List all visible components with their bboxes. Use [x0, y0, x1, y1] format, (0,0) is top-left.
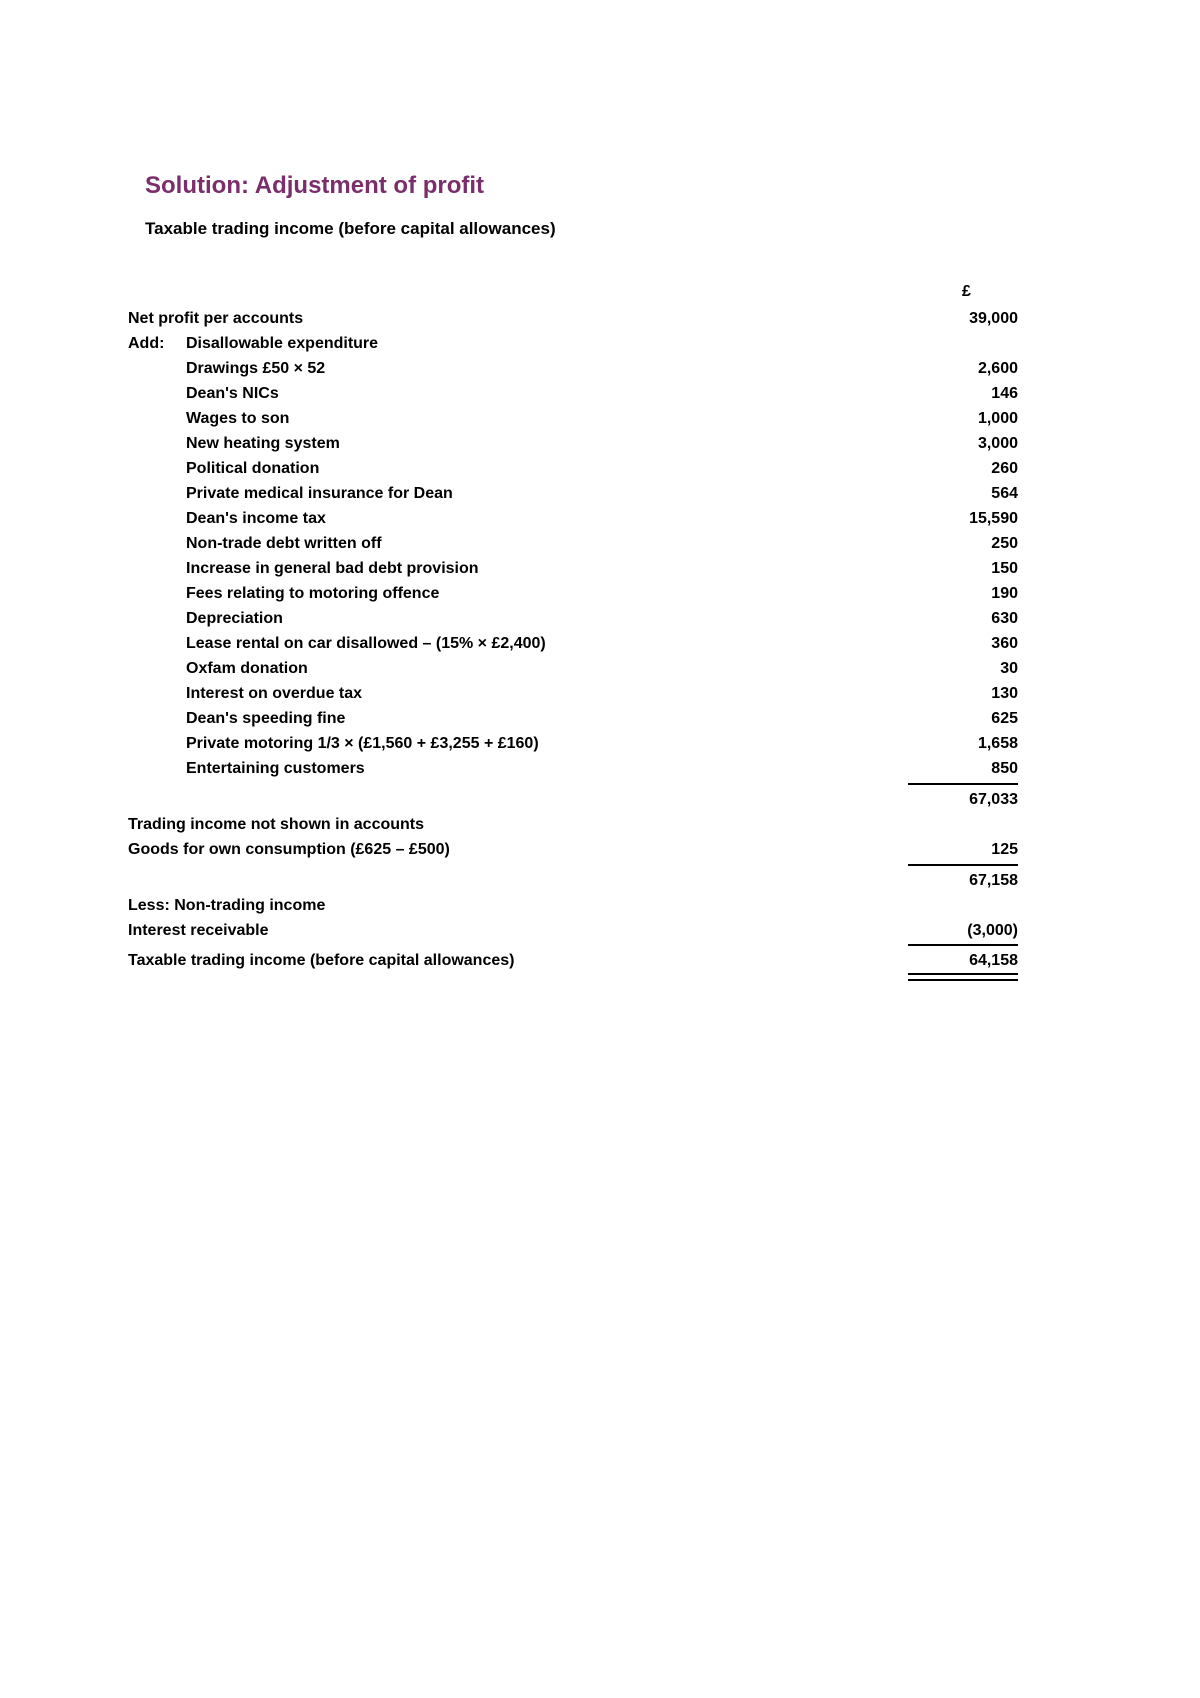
trading-income-heading: Trading income not shown in accounts — [128, 816, 425, 833]
taxable-total-label: Taxable trading income (before capital allowances) — [128, 952, 515, 969]
total-double-rule — [908, 973, 1018, 981]
disallowable-item-row — [128, 631, 1028, 656]
disallowable-items-list — [128, 356, 1028, 781]
disallowable-item-row — [128, 356, 1028, 381]
disallowable-item-label: Non-trade debt written off — [186, 535, 382, 552]
disallowable-item-value: 146 — [991, 385, 1018, 402]
disallowable-item-value: 1,658 — [977, 735, 1018, 752]
disallowable-item-label: New heating system — [186, 435, 340, 452]
disallowable-item-row — [128, 531, 1028, 556]
trading-income-heading-row — [128, 812, 1028, 837]
taxable-total-value: 64,158 — [969, 952, 1018, 969]
add-prefix: Add: — [128, 335, 165, 352]
disallowable-item-label: Dean's speeding fine — [186, 710, 346, 727]
disallowable-item-label: Wages to son — [186, 410, 290, 427]
disallowable-item-value: 130 — [991, 685, 1018, 702]
disallowable-item-label: Fees relating to motoring offence — [186, 585, 440, 602]
disallowable-item-label: Drawings £50 × 52 — [186, 360, 326, 377]
subtotal-rule-2 — [908, 864, 1018, 866]
disallowable-item-value: 260 — [991, 460, 1018, 477]
disallowable-item-value: 190 — [991, 585, 1018, 602]
total-top-rule — [908, 944, 1018, 946]
disallowable-item-row — [128, 431, 1028, 456]
disallowable-item-label: Interest on overdue tax — [186, 685, 363, 702]
disallowable-item-label: Increase in general bad debt provision — [186, 560, 479, 577]
adjustment-table — [128, 306, 1028, 981]
add-heading: Disallowable expenditure — [186, 335, 379, 352]
disallowable-item-label: Lease rental on car disallowed – (15% × £2,400) — [186, 635, 546, 652]
disallowable-item-label: Entertaining customers — [186, 760, 365, 777]
goods-own-consumption-value: 125 — [991, 841, 1018, 858]
add-heading-row — [128, 331, 1028, 356]
disallowable-item-value: 360 — [991, 635, 1018, 652]
disallowable-item-row — [128, 656, 1028, 681]
disallowable-item-row — [128, 681, 1028, 706]
net-profit-row — [128, 306, 1028, 331]
disallowable-item-row — [128, 456, 1028, 481]
disallowable-item-value: 15,590 — [969, 510, 1018, 527]
disallowable-item-value: 625 — [991, 710, 1018, 727]
disallowable-item-row — [128, 381, 1028, 406]
page-subtitle: Taxable trading income (before capital allowances) — [145, 219, 556, 238]
subtotal-2-row — [128, 868, 1028, 893]
disallowable-item-value: 630 — [991, 610, 1018, 627]
disallowable-item-value: 2,600 — [977, 360, 1018, 377]
net-profit-value: 39,000 — [969, 310, 1018, 327]
subtotal-rule-1 — [908, 783, 1018, 785]
disallowable-item-label: Oxfam donation — [186, 660, 308, 677]
interest-receivable-row — [128, 918, 1028, 943]
interest-receivable-label: Interest receivable — [128, 922, 269, 939]
disallowable-item-label: Dean's income tax — [186, 510, 326, 527]
disallowable-item-row — [128, 481, 1028, 506]
subtotal-1-row — [128, 787, 1028, 812]
goods-own-consumption-label: Goods for own consumption (£625 – £500) — [128, 841, 450, 858]
disallowable-item-value: 150 — [991, 560, 1018, 577]
disallowable-item-value: 564 — [991, 485, 1018, 502]
disallowable-item-label: Dean's NICs — [186, 385, 279, 402]
disallowable-item-value: 250 — [991, 535, 1018, 552]
net-profit-label: Net profit per accounts — [128, 310, 304, 327]
goods-own-consumption-row — [128, 837, 1028, 862]
subtotal-1-value: 67,033 — [969, 791, 1018, 808]
disallowable-item-label: Private medical insurance for Dean — [186, 485, 453, 502]
disallowable-item-row — [128, 406, 1028, 431]
disallowable-item-value: 850 — [991, 760, 1018, 777]
disallowable-item-row — [128, 556, 1028, 581]
page-title: Solution: Adjustment of profit — [145, 172, 485, 199]
disallowable-item-row — [128, 506, 1028, 531]
currency-column-header: £ — [962, 283, 971, 300]
disallowable-item-row — [128, 731, 1028, 756]
rule-row-4 — [128, 973, 1028, 981]
disallowable-item-row — [128, 756, 1028, 781]
less-heading: Less: Non-trading income — [128, 897, 326, 914]
interest-receivable-value: (3,000) — [967, 922, 1018, 939]
disallowable-item-label: Political donation — [186, 460, 320, 477]
disallowable-item-row — [128, 581, 1028, 606]
taxable-total-row — [128, 948, 1028, 973]
less-heading-row — [128, 893, 1028, 918]
subtotal-2-value: 67,158 — [969, 872, 1018, 889]
disallowable-item-row — [128, 706, 1028, 731]
disallowable-item-row — [128, 606, 1028, 631]
disallowable-item-value: 30 — [1000, 660, 1018, 677]
disallowable-item-value: 3,000 — [977, 435, 1018, 452]
disallowable-item-label: Depreciation — [186, 610, 283, 627]
disallowable-item-label: Private motoring 1/3 × (£1,560 + £3,255 + £160) — [186, 735, 539, 752]
disallowable-item-value: 1,000 — [977, 410, 1018, 427]
